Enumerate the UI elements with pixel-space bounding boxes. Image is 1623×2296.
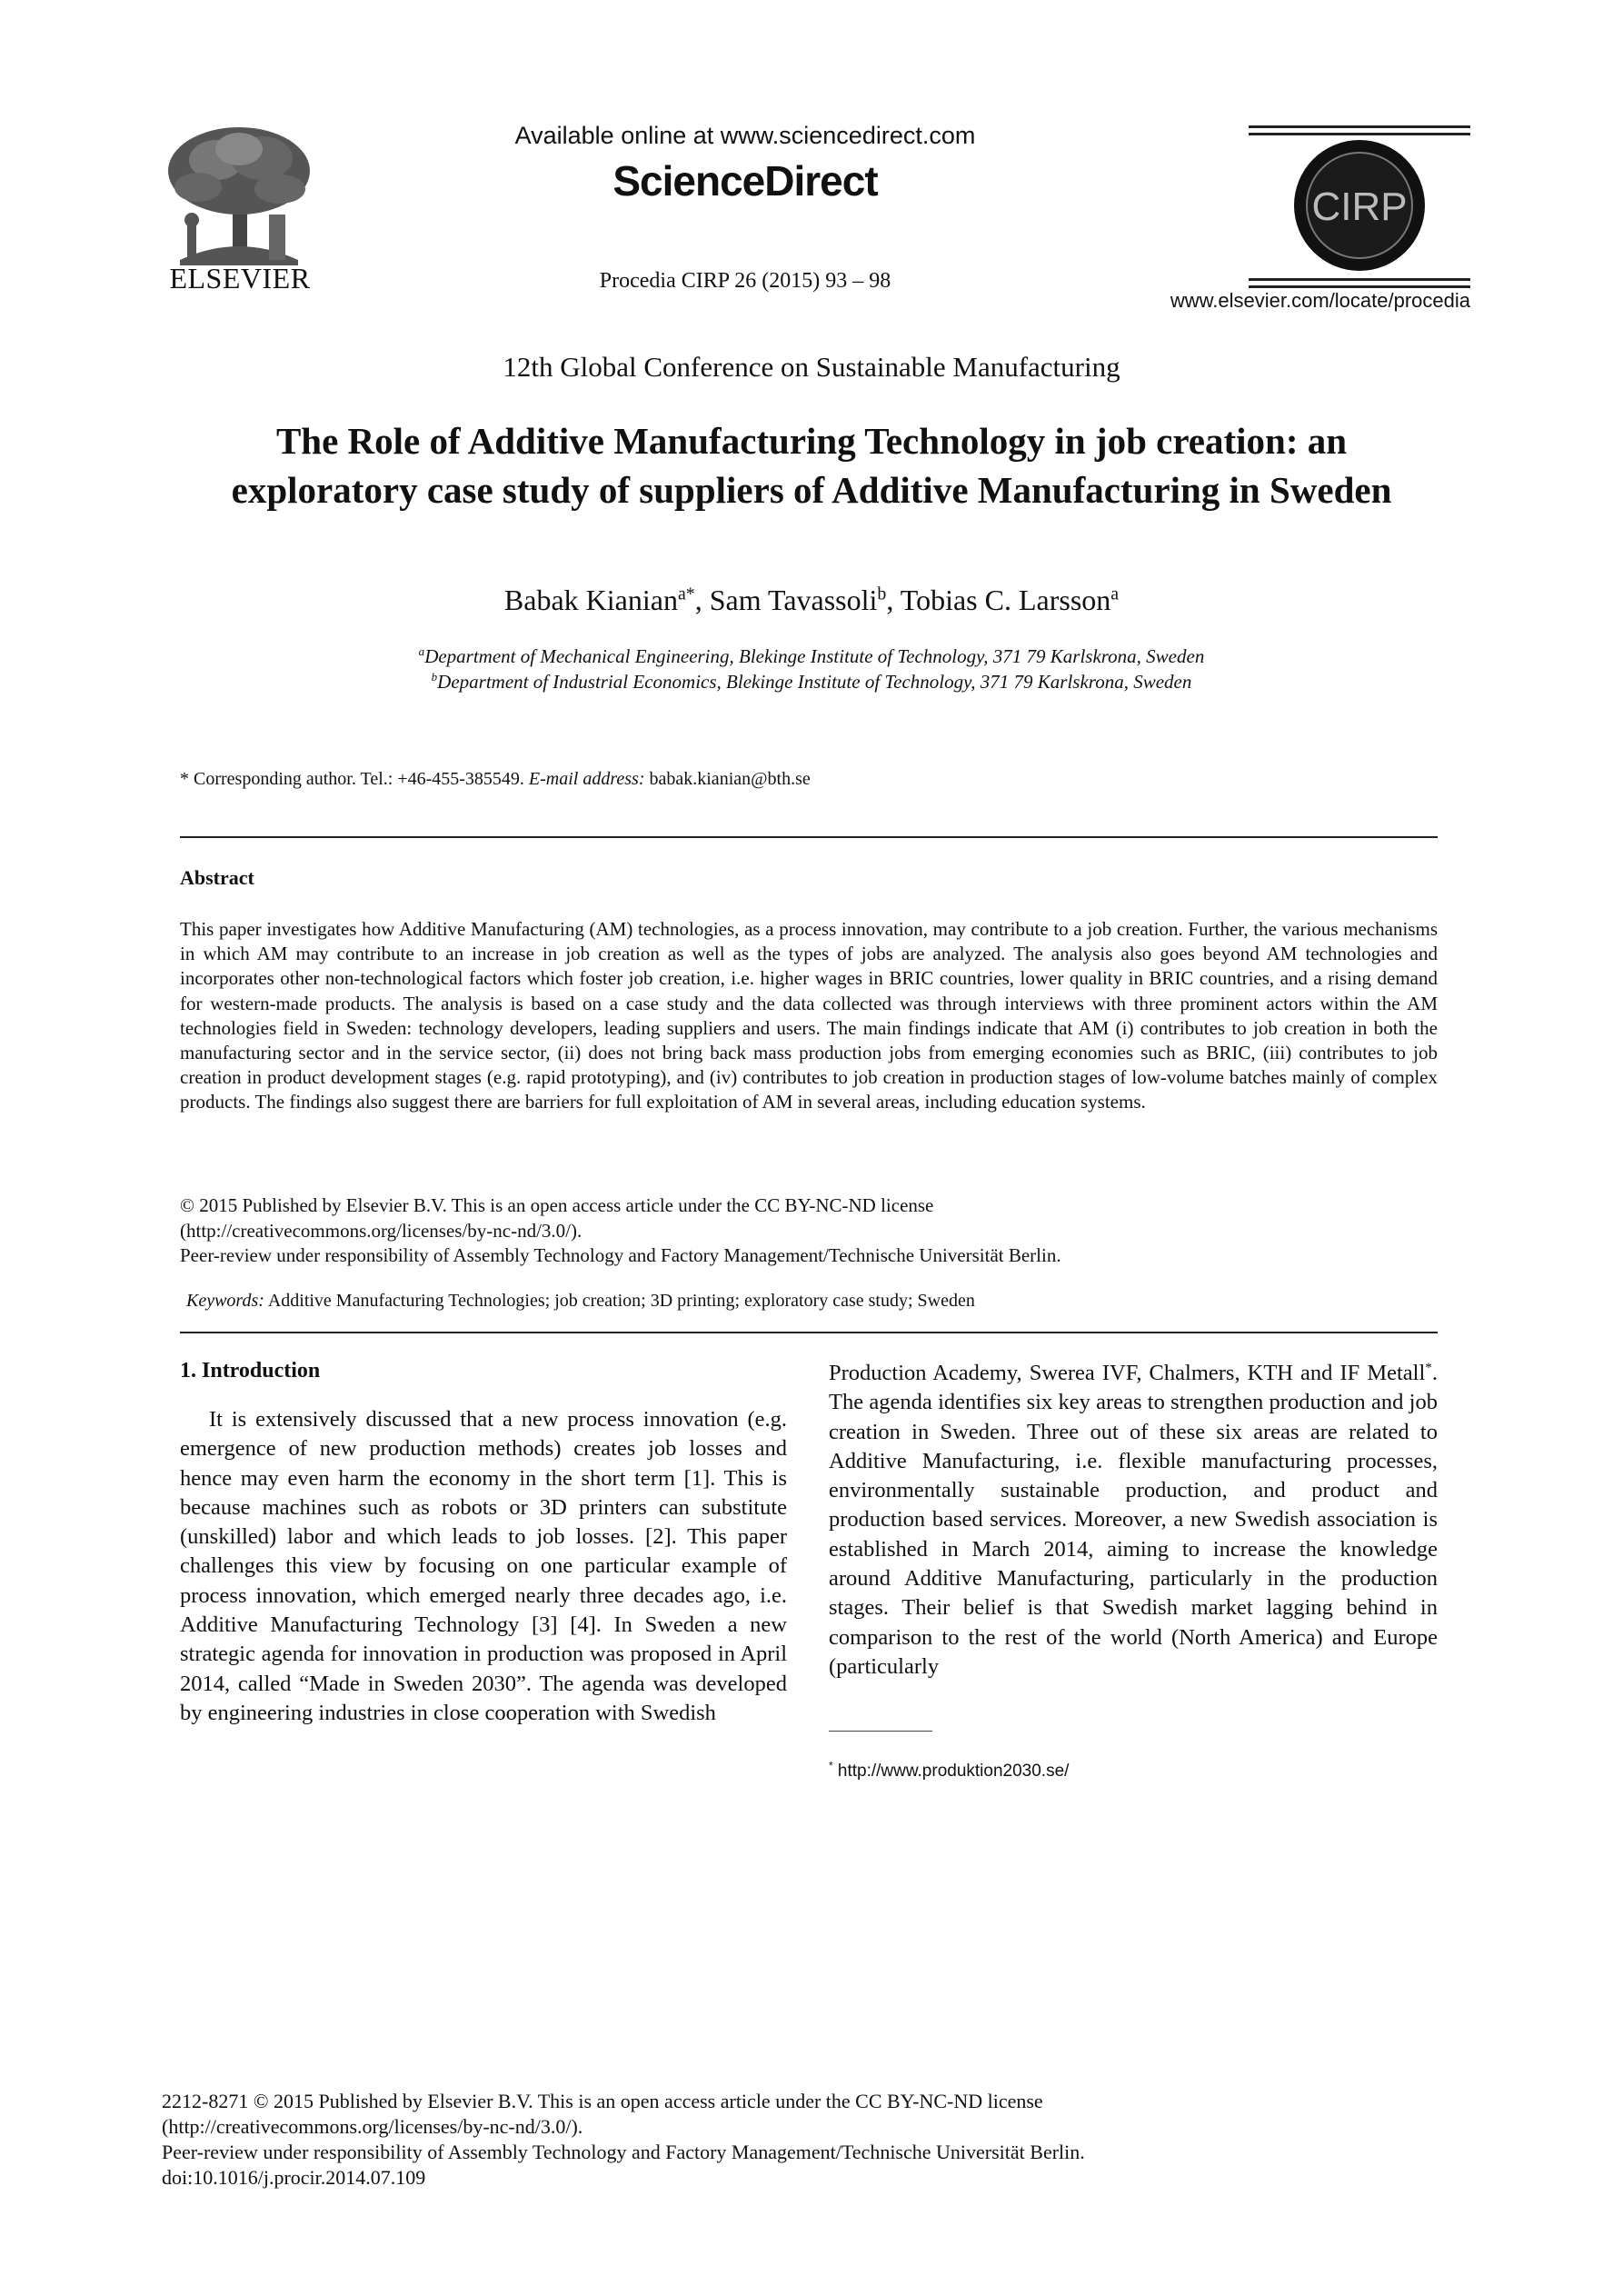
affiliation [164, 645, 1459, 668]
author-mark: a [1110, 584, 1120, 604]
license-link[interactable]: (http://creativecommons.org/licenses/by-nc-nd/3.0/). [180, 1219, 582, 1242]
corresponding-author-note [180, 769, 1434, 790]
paragraph-text: . The agenda identifies six key areas to strengthen production and job creation in Sweden. Three out of these six areas are related to Additive Manufacturing, i.e. flexible manufacturing processes, environmentally sustainable production, and product and production based services. Moreover, a new Swedish association is established in March 2014, aiming to increase the knowledge around Additive Manufacturing, particularly in the production stages. Their belief is that Swedish market lagging behind in comparison to the rest of the world (North America) and Europe (particularly [829, 1361, 1438, 1679]
divider [180, 1332, 1438, 1333]
article-title: The Role of Additive Manufacturing Technology in job creation: an exploratory case study of suppliers of Additive Manufacturing in Sweden [231, 420, 1392, 511]
affiliation-text: Department of Industrial Economics, Blekinge Institute of Technology, 371 79 Karlskrona, Sweden [437, 671, 1192, 693]
keywords-list: Additive Manufacturing Technologies; job creation; 3D printing; exploratory case study; Sweden [264, 1291, 975, 1311]
peer-review-line: Peer-review under responsibility of Assembly Technology and Factory Management/Technische Universität Berlin. [180, 1244, 1061, 1266]
footer-doi[interactable]: doi:10.1016/j.procir.2014.07.109 [162, 2166, 426, 2189]
copyright-notice [180, 1193, 1438, 1269]
footer-license-link[interactable]: (http://creativecommons.org/licenses/by-nc-nd/3.0/). [162, 2115, 583, 2138]
keywords [186, 1291, 1440, 1312]
left-column [180, 1359, 787, 1728]
affiliation [164, 671, 1459, 694]
page-footer [162, 2089, 1461, 2191]
divider [180, 836, 1438, 838]
copyright-line: © 2015 Published by Elsevier B.V. This is an open access article under the CC BY-NC-ND license [180, 1194, 934, 1216]
author-mark: a* [677, 584, 695, 604]
author-name: Sam Tavassoli [709, 584, 878, 616]
footnote-url[interactable]: http://www.produktion2030.se/ [832, 1762, 1070, 1781]
author-separator: , [694, 584, 710, 616]
author-name: Babak Kianian [503, 584, 678, 616]
affiliation-text: Department of Mechanical Engineering, Blekinge Institute of Technology, 371 79 Karlskrona, Sweden [424, 645, 1205, 667]
author-list [164, 584, 1459, 617]
footnote-mark: * [829, 1760, 833, 1772]
conference-name: 12th Global Conference on Sustainable Manufacturing [503, 351, 1120, 383]
right-column [829, 1359, 1438, 1682]
cirp-logo [1249, 124, 1470, 302]
affiliation-mark: a [418, 644, 425, 658]
corresponding-prefix: * Corresponding author. Tel.: +46-455-385549. [180, 769, 529, 789]
available-online-line: Available online at www.sciencedirect.com [514, 122, 976, 149]
platform-wordmark: ScienceDirect [612, 157, 878, 205]
paragraph-text: Production Academy, Swerea IVF, Chalmers, KTH and IF Metall [829, 1361, 1426, 1385]
body-paragraph: It is extensively discussed that a new process innovation (e.g. emergence of new production methods) creates job losses and hence may even harm the economy in the short term [1]. This is because machines such as robots or 3D printers can substitute (unskilled) labor and which leads to job losses. [2]. This paper challenges this view by focusing on one particular example of process innovation, which emerged nearly three decades ago, i.e. Additive Manufacturing Technology [3] [4]. In Sweden a new strategic agenda for innovation in production was proposed in April 2014, called “Made in Sweden 2030”. The agenda was developed by engineering industries in close cooperation with Swedish [180, 1407, 787, 1725]
abstract-body: This paper investigates how Additive Manufacturing (AM) technologies, as a process innovation, may contribute to a job creation. Further, the various mechanisms in which AM may contribute to an increase in job creation as well as the types of jobs are analyzed. The analysis also goes beyond AM technologies and incorporates other non-technological factors which foster job creation, i.e. higher wages in BRIC countries, lower quality in BRIC countries, and a rising demand for western-made products. The analysis is based on a case study and the data collected was through interviews with three prominent actors within the AM technologies field in Sweden: technology developers, leading suppliers and users. The main findings indicate that AM (i) contributes to job creation in both the manufacturing sector and in the service sector, (ii) does not bring back mass production jobs from emerging economies such as BRIC, (iii) contributes to job creation in product development stages (e.g. rapid prototyping), and (iv) contributes to job creation in production stages of low-volume batches mainly of complex products. The findings also suggest there are barriers for full exploitation of AM in several areas, including education systems. [180, 918, 1438, 1113]
footer-peer-review: Peer-review under responsibility of Assembly Technology and Factory Management/Technische Universität Berlin. [162, 2141, 1085, 2163]
journal-reference: Procedia CIRP 26 (2015) 93 – 98 [599, 269, 891, 293]
author-mark: b [877, 584, 887, 604]
email-label: E-mail address: [528, 769, 645, 789]
footnote [829, 1762, 1069, 1782]
cirp-logo-text: CIRP [1311, 185, 1408, 229]
body-paragraph [829, 1359, 1438, 1682]
footnote-divider [829, 1731, 932, 1732]
email-address[interactable]: babak.kianian@bth.se [644, 769, 811, 789]
keywords-label: Keywords: [186, 1291, 264, 1311]
author-separator: , [886, 584, 901, 616]
affiliation-mark: b [431, 670, 438, 684]
journal-url: www.elsevier.com/locate/procedia [1170, 289, 1470, 312]
footnote-reference[interactable]: * [1425, 1359, 1432, 1375]
section-heading: 1. Introduction [180, 1359, 321, 1383]
footer-license-line: 2212-8271 © 2015 Published by Elsevier B.V. This is an open access article under the CC BY-NC-ND license [162, 2090, 1043, 2112]
author-name: Tobias C. Larsson [900, 584, 1111, 616]
abstract-heading: Abstract [180, 866, 254, 889]
publisher-wordmark: ELSEVIER [169, 262, 311, 294]
